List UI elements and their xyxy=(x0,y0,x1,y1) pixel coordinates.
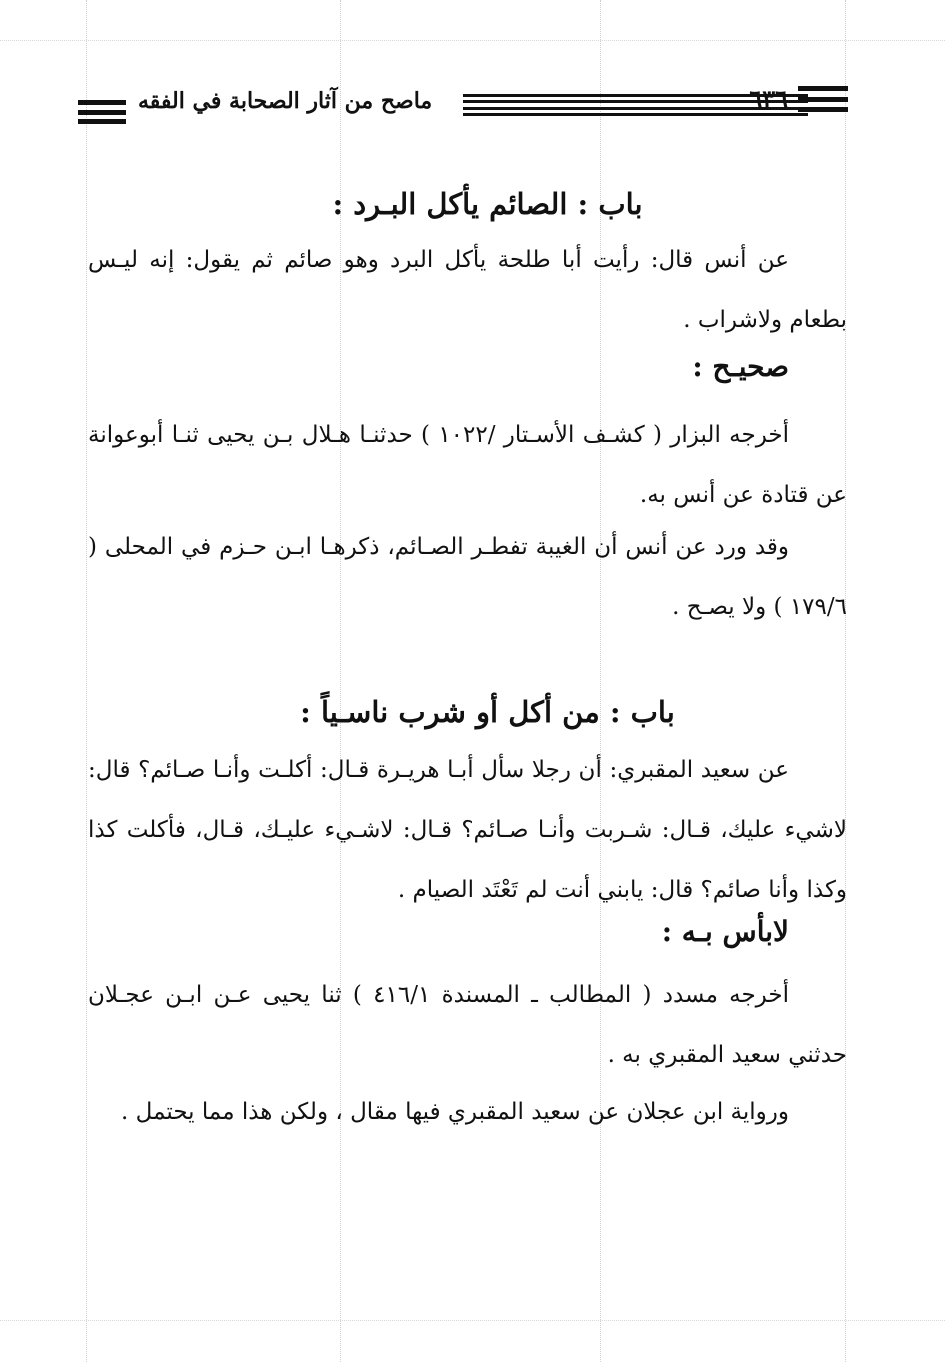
grade-label: صحيـح : xyxy=(692,350,789,383)
scan-grid-line xyxy=(0,40,945,41)
page-number: ٦٣٦ xyxy=(749,84,788,113)
section-heading: باب : من أكل أو شرب ناسـياً : xyxy=(300,695,675,729)
running-title: ماصح من آثار الصحابة في الفقه xyxy=(138,88,433,114)
note-text: ورواية ابن عجلان عن سعيد المقبري فيها مقال ، ولكن هذا مما يحتمل . xyxy=(121,1099,789,1125)
page-header xyxy=(78,82,848,126)
section-heading: باب : الصائم يأكل البـرد : xyxy=(332,187,643,221)
header-rule-right xyxy=(798,86,848,112)
scan-grid-line xyxy=(86,0,87,1362)
takhrij-text: أخرجه مسدد ( المطالب ـ المسندة ٤١٦/١ ) ثنا يحيى عـن ابـن عجـلان حدثني سعيد المقبري به . xyxy=(88,982,847,1068)
note-text: وقد ورد عن أنس أن الغيبة تفطـر الصـائم، ذكرهـا ابـن حـزم في المحلى ( ١٧٩/٦ ) ولا يصـح . xyxy=(88,534,847,620)
grade-label: لابأس بـه : xyxy=(661,915,789,948)
scan-grid-line xyxy=(0,1320,945,1321)
hadith-text: عن سعيد المقبري: أن رجلا سأل أبـا هريـرة قـال: أكلـت وأنـا صـائم؟ قال: لاشيء عليك، قـال: شـربت وأنـا صـائم؟ قـال: لاشـيء عليـك، قـال، فأكلت كذا وكذا وأنا صائم؟ قال: يابني أنت لم تَعْتَد الصيام . xyxy=(88,757,847,903)
hadith-text: عن أنس قال: رأيت أبا طلحة يأكل البرد وهو صائم ثم يقول: إنه ليـس بطعام ولاشراب . xyxy=(88,247,847,333)
takhrij-text: أخرجه البزار ( كشـف الأسـتار /١٠٢٢ ) حدثنـا هـلال بـن يحيى ثنـا أبوعوانة عن قتادة عن أنس به. xyxy=(88,422,847,508)
header-rule-left xyxy=(78,100,126,124)
